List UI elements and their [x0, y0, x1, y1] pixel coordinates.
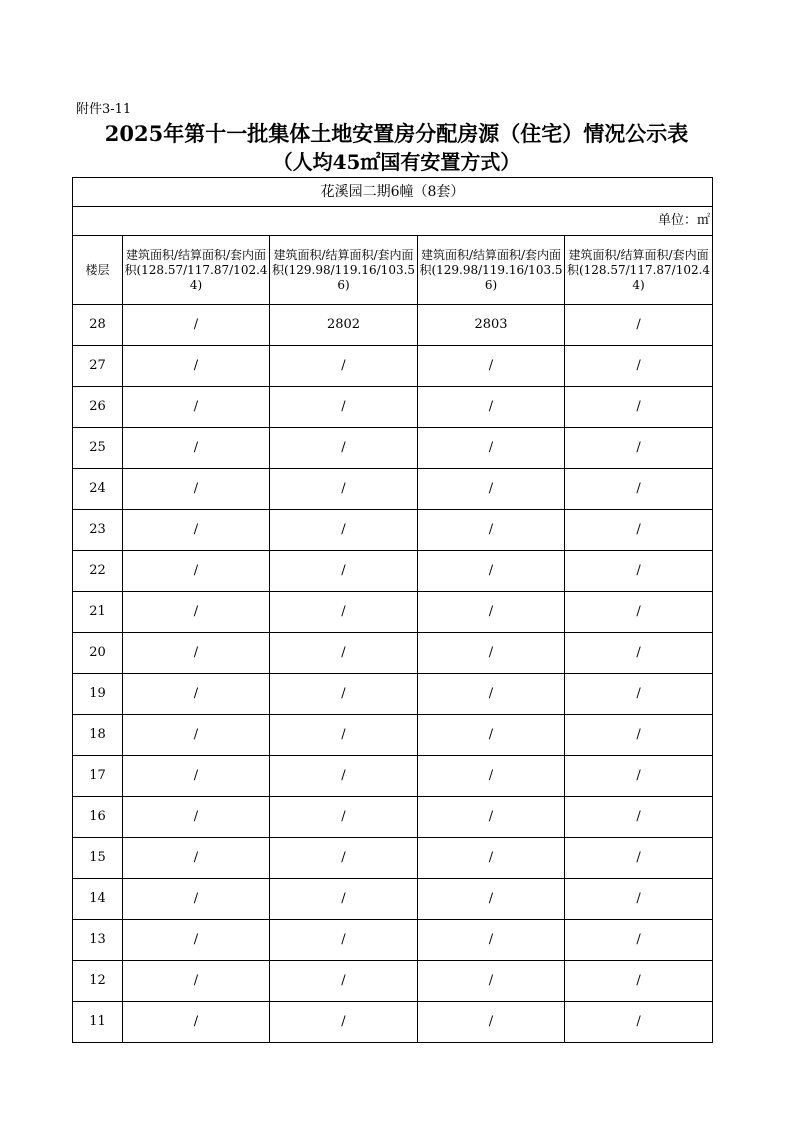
unit-cell: / [565, 346, 713, 387]
floor-cell: 13 [73, 920, 123, 961]
column-header: 建筑面积/结算面积/套内面积(129.98/119.16/103.56) [418, 236, 565, 305]
floor-cell: 26 [73, 387, 123, 428]
unit-cell: / [418, 346, 565, 387]
table-row [73, 633, 713, 674]
unit-cell: / [270, 1002, 418, 1043]
unit-cell: / [123, 346, 270, 387]
unit-cell: / [418, 592, 565, 633]
unit-cell: / [565, 469, 713, 510]
unit-cell: / [270, 674, 418, 715]
unit-cell: / [418, 961, 565, 1002]
unit-cell: / [270, 715, 418, 756]
unit-cell: / [565, 674, 713, 715]
unit-cell: / [565, 797, 713, 838]
table-row [73, 346, 713, 387]
table-row [73, 551, 713, 592]
unit-cell: / [123, 838, 270, 879]
unit-cell: / [565, 1002, 713, 1043]
table-row [73, 756, 713, 797]
unit-cell: / [565, 715, 713, 756]
unit-cell: / [123, 756, 270, 797]
floor-cell: 23 [73, 510, 123, 551]
unit-cell: / [123, 428, 270, 469]
unit-label: 单位：㎡ [73, 207, 713, 236]
unit-cell: / [270, 838, 418, 879]
table-row [73, 387, 713, 428]
floor-cell: 25 [73, 428, 123, 469]
unit-cell: / [123, 305, 270, 346]
unit-cell: / [270, 387, 418, 428]
unit-cell: / [418, 797, 565, 838]
unit-cell: / [123, 879, 270, 920]
column-header: 建筑面积/结算面积/套内面积(128.57/117.87/102.44) [565, 236, 713, 305]
unit-cell: / [565, 756, 713, 797]
floor-cell: 16 [73, 797, 123, 838]
floor-cell: 27 [73, 346, 123, 387]
unit-cell: / [565, 879, 713, 920]
unit-cell: / [270, 346, 418, 387]
unit-cell: / [565, 633, 713, 674]
table-row [73, 469, 713, 510]
unit-cell: / [270, 756, 418, 797]
unit-cell: / [270, 879, 418, 920]
table-row [73, 961, 713, 1002]
floor-cell: 24 [73, 469, 123, 510]
floor-cell: 17 [73, 756, 123, 797]
unit-cell: / [418, 920, 565, 961]
building-name: 花溪园二期6幢（8套） [73, 178, 713, 207]
floor-cell: 21 [73, 592, 123, 633]
table-row [73, 920, 713, 961]
unit-cell: / [270, 551, 418, 592]
unit-cell: 2802 [270, 305, 418, 346]
table-row [73, 838, 713, 879]
attachment-label: 附件3-11 [76, 102, 132, 117]
table-row [73, 305, 713, 346]
unit-cell: / [123, 797, 270, 838]
table-row [73, 428, 713, 469]
unit-cell: / [123, 387, 270, 428]
floor-cell: 15 [73, 838, 123, 879]
unit-cell: / [270, 592, 418, 633]
unit-cell: / [270, 510, 418, 551]
floor-header: 楼层 [73, 236, 123, 305]
unit-cell: / [565, 428, 713, 469]
unit-cell: / [418, 674, 565, 715]
unit-cell: / [565, 838, 713, 879]
table-row [73, 797, 713, 838]
document-title: 2025年第十一批集体土地安置房分配房源（住宅）情况公示表 [104, 121, 689, 146]
unit-cell: / [418, 510, 565, 551]
unit-cell: / [123, 592, 270, 633]
unit-cell: / [565, 961, 713, 1002]
unit-cell: / [418, 879, 565, 920]
table-row [73, 510, 713, 551]
unit-cell: / [123, 961, 270, 1002]
column-header: 建筑面积/结算面积/套内面积(129.98/119.16/103.56) [270, 236, 418, 305]
floor-cell: 11 [73, 1002, 123, 1043]
unit-cell: / [418, 1002, 565, 1043]
allocation-table [72, 177, 713, 1043]
unit-cell: / [123, 920, 270, 961]
floor-cell: 14 [73, 879, 123, 920]
unit-cell: / [565, 510, 713, 551]
unit-cell: / [418, 551, 565, 592]
floor-cell: 28 [73, 305, 123, 346]
floor-cell: 12 [73, 961, 123, 1002]
unit-cell: / [270, 961, 418, 1002]
floor-cell: 20 [73, 633, 123, 674]
unit-cell: / [418, 633, 565, 674]
table-row [73, 715, 713, 756]
unit-cell: / [418, 469, 565, 510]
unit-cell: / [123, 715, 270, 756]
unit-cell: / [123, 469, 270, 510]
unit-cell: / [418, 756, 565, 797]
table-row [73, 879, 713, 920]
unit-cell: / [418, 715, 565, 756]
floor-cell: 18 [73, 715, 123, 756]
table-row [73, 674, 713, 715]
floor-cell: 22 [73, 551, 123, 592]
unit-cell: / [123, 674, 270, 715]
unit-cell: / [270, 797, 418, 838]
unit-cell: / [270, 428, 418, 469]
table-row [73, 1002, 713, 1043]
unit-cell: / [270, 469, 418, 510]
floor-cell: 19 [73, 674, 123, 715]
unit-cell: / [565, 592, 713, 633]
unit-cell: / [565, 551, 713, 592]
unit-cell: / [123, 510, 270, 551]
unit-cell: 2803 [418, 305, 565, 346]
unit-cell: / [565, 920, 713, 961]
unit-cell: / [270, 920, 418, 961]
unit-cell: / [123, 633, 270, 674]
unit-cell: / [418, 387, 565, 428]
unit-cell: / [565, 387, 713, 428]
table-row [73, 592, 713, 633]
unit-cell: / [123, 1002, 270, 1043]
unit-cell: / [418, 428, 565, 469]
document-subtitle: （人均45㎡国有安置方式） [272, 150, 521, 174]
unit-cell: / [123, 551, 270, 592]
column-header: 建筑面积/结算面积/套内面积(128.57/117.87/102.44) [123, 236, 270, 305]
unit-cell: / [270, 633, 418, 674]
unit-cell: / [565, 305, 713, 346]
unit-cell: / [418, 838, 565, 879]
